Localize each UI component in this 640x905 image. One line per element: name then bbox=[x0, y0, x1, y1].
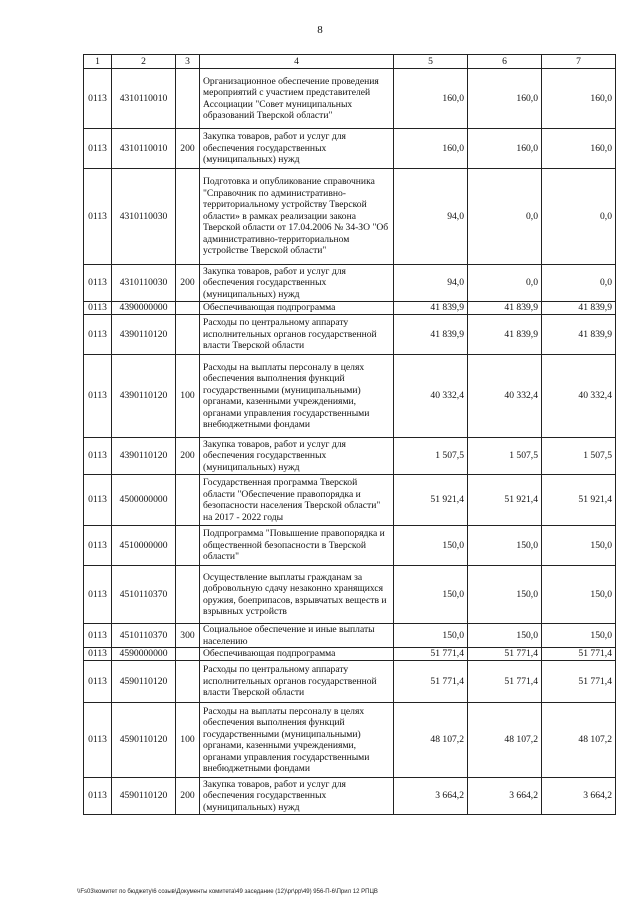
expense-type-cell bbox=[176, 302, 200, 315]
section-code-cell: 0113 bbox=[84, 648, 112, 661]
expense-type-cell bbox=[176, 566, 200, 624]
expense-type-cell bbox=[176, 315, 200, 355]
section-code-cell: 0113 bbox=[84, 355, 112, 438]
table-row bbox=[84, 778, 616, 815]
section-code-cell: 0113 bbox=[84, 475, 112, 526]
amount-col-6-cell: 48 107,2 bbox=[468, 703, 542, 778]
section-code-cell: 0113 bbox=[84, 526, 112, 566]
item-name-cell: Расходы на выплаты персоналу в целях обеспечения выполнения функций государственными (муниципальными) органами, казенными учреждениями, органами управления государственными внебюджетными фондами bbox=[200, 355, 394, 438]
expense-type-cell bbox=[176, 169, 200, 265]
amount-col-5-cell: 160,0 bbox=[394, 129, 468, 169]
target-code-cell: 4590110120 bbox=[112, 703, 176, 778]
table-row bbox=[84, 526, 616, 566]
expense-type-cell: 200 bbox=[176, 265, 200, 302]
amount-col-7-cell: 41 839,9 bbox=[542, 302, 616, 315]
amount-col-5-cell: 48 107,2 bbox=[394, 703, 468, 778]
section-code-cell: 0113 bbox=[84, 265, 112, 302]
amount-col-7-cell: 40 332,4 bbox=[542, 355, 616, 438]
budget-table bbox=[83, 54, 616, 815]
amount-col-5-cell: 150,0 bbox=[394, 624, 468, 648]
section-code-cell: 0113 bbox=[84, 778, 112, 815]
item-name-cell: Социальное обеспечение и иные выплаты населению bbox=[200, 624, 394, 648]
table-row bbox=[84, 355, 616, 438]
expense-type-cell: 200 bbox=[176, 438, 200, 475]
amount-col-7-cell: 48 107,2 bbox=[542, 703, 616, 778]
target-code-cell: 4590110120 bbox=[112, 778, 176, 815]
expense-type-cell: 100 bbox=[176, 355, 200, 438]
table-row bbox=[84, 648, 616, 661]
amount-col-6-cell: 41 839,9 bbox=[468, 302, 542, 315]
amount-col-6-cell: 51 921,4 bbox=[468, 475, 542, 526]
page-number: 8 bbox=[317, 24, 323, 36]
amount-col-7-cell: 3 664,2 bbox=[542, 778, 616, 815]
header-col-1: 1 bbox=[84, 55, 112, 69]
item-name-cell: Закупка товаров, работ и услуг для обеспечения государственных (муниципальных) нужд bbox=[200, 438, 394, 475]
table-row bbox=[84, 624, 616, 648]
header-row bbox=[84, 55, 616, 69]
header-col-6: 6 bbox=[468, 55, 542, 69]
section-code-cell: 0113 bbox=[84, 438, 112, 475]
target-code-cell: 4390000000 bbox=[112, 302, 176, 315]
target-code-cell: 4590000000 bbox=[112, 648, 176, 661]
table-row bbox=[84, 438, 616, 475]
expense-type-cell bbox=[176, 69, 200, 129]
item-name-cell: Расходы на выплаты персоналу в целях обеспечения выполнения функций государственными (муниципальными) органами, казенными учреждениями, органами управления государственными внебюджетными фондами bbox=[200, 703, 394, 778]
item-name-cell: Закупка товаров, работ и услуг для обеспечения государственных (муниципальных) нужд bbox=[200, 778, 394, 815]
amount-col-7-cell: 150,0 bbox=[542, 566, 616, 624]
section-code-cell: 0113 bbox=[84, 703, 112, 778]
target-code-cell: 4310110030 bbox=[112, 265, 176, 302]
target-code-cell: 4390110120 bbox=[112, 438, 176, 475]
section-code-cell: 0113 bbox=[84, 302, 112, 315]
target-code-cell: 4510110370 bbox=[112, 566, 176, 624]
expense-type-cell: 200 bbox=[176, 129, 200, 169]
expense-type-cell: 300 bbox=[176, 624, 200, 648]
item-name-cell: Организационное обеспечение проведения мероприятий с участием представителей Ассоциации "Совет муниципальных образований Тверской области" bbox=[200, 69, 394, 129]
target-code-cell: 4310110030 bbox=[112, 169, 176, 265]
header-col-5: 5 bbox=[394, 55, 468, 69]
target-code-cell: 4590110120 bbox=[112, 661, 176, 703]
amount-col-7-cell: 51 921,4 bbox=[542, 475, 616, 526]
amount-col-5-cell: 150,0 bbox=[394, 526, 468, 566]
table-row bbox=[84, 302, 616, 315]
item-name-cell: Государственная программа Тверской области "Обеспечение правопорядка и безопасности населения Тверской области" на 2017 - 2022 годы bbox=[200, 475, 394, 526]
amount-col-7-cell: 160,0 bbox=[542, 129, 616, 169]
expense-type-cell bbox=[176, 475, 200, 526]
section-code-cell: 0113 bbox=[84, 129, 112, 169]
item-name-cell: Обеспечивающая подпрограмма bbox=[200, 648, 394, 661]
section-code-cell: 0113 bbox=[84, 69, 112, 129]
target-code-cell: 4500000000 bbox=[112, 475, 176, 526]
item-name-cell: Закупка товаров, работ и услуг для обеспечения государственных (муниципальных) нужд bbox=[200, 265, 394, 302]
table-row bbox=[84, 265, 616, 302]
amount-col-7-cell: 160,0 bbox=[542, 69, 616, 129]
amount-col-5-cell: 51 921,4 bbox=[394, 475, 468, 526]
table-row bbox=[84, 315, 616, 355]
amount-col-5-cell: 41 839,9 bbox=[394, 302, 468, 315]
item-name-cell: Закупка товаров, работ и услуг для обеспечения государственных (муниципальных) нужд bbox=[200, 129, 394, 169]
table-row bbox=[84, 129, 616, 169]
amount-col-5-cell: 94,0 bbox=[394, 169, 468, 265]
amount-col-6-cell: 3 664,2 bbox=[468, 778, 542, 815]
header-col-4: 4 bbox=[200, 55, 394, 69]
amount-col-6-cell: 51 771,4 bbox=[468, 661, 542, 703]
expense-type-cell: 200 bbox=[176, 778, 200, 815]
expense-type-cell bbox=[176, 648, 200, 661]
amount-col-7-cell: 41 839,9 bbox=[542, 315, 616, 355]
section-code-cell: 0113 bbox=[84, 315, 112, 355]
amount-col-7-cell: 150,0 bbox=[542, 526, 616, 566]
amount-col-6-cell: 160,0 bbox=[468, 69, 542, 129]
target-code-cell: 4310110010 bbox=[112, 129, 176, 169]
target-code-cell: 4390110120 bbox=[112, 315, 176, 355]
header-col-2: 2 bbox=[112, 55, 176, 69]
amount-col-7-cell: 150,0 bbox=[542, 624, 616, 648]
amount-col-6-cell: 150,0 bbox=[468, 566, 542, 624]
amount-col-5-cell: 150,0 bbox=[394, 566, 468, 624]
amount-col-5-cell: 41 839,9 bbox=[394, 315, 468, 355]
expense-type-cell bbox=[176, 661, 200, 703]
item-name-cell: Расходы по центральному аппарату исполнительных органов государственной власти Тверской области bbox=[200, 661, 394, 703]
section-code-cell: 0113 bbox=[84, 624, 112, 648]
item-name-cell: Расходы по центральному аппарату исполнительных органов государственной власти Тверской области bbox=[200, 315, 394, 355]
item-name-cell: Обеспечивающая подпрограмма bbox=[200, 302, 394, 315]
expense-type-cell: 100 bbox=[176, 703, 200, 778]
item-name-cell: Подпрограмма "Повышение правопорядка и общественной безопасности в Тверской области" bbox=[200, 526, 394, 566]
header-col-7: 7 bbox=[542, 55, 616, 69]
table-row bbox=[84, 566, 616, 624]
amount-col-7-cell: 0,0 bbox=[542, 169, 616, 265]
amount-col-6-cell: 40 332,4 bbox=[468, 355, 542, 438]
amount-col-5-cell: 51 771,4 bbox=[394, 661, 468, 703]
amount-col-5-cell: 1 507,5 bbox=[394, 438, 468, 475]
section-code-cell: 0113 bbox=[84, 661, 112, 703]
section-code-cell: 0113 bbox=[84, 566, 112, 624]
amount-col-7-cell: 0,0 bbox=[542, 265, 616, 302]
amount-col-6-cell: 0,0 bbox=[468, 169, 542, 265]
amount-col-6-cell: 51 771,4 bbox=[468, 648, 542, 661]
amount-col-5-cell: 160,0 bbox=[394, 69, 468, 129]
item-name-cell: Подготовка и опубликование справочника "Справочник по административно-территориальному устройству Тверской области» в рамках реализации закона Тверской области от 17.04.2006 № 34-ЗО "Об административно-территориальном устройстве Тверской области" bbox=[200, 169, 394, 265]
header-col-3: 3 bbox=[176, 55, 200, 69]
table-row bbox=[84, 69, 616, 129]
amount-col-7-cell: 51 771,4 bbox=[542, 648, 616, 661]
amount-col-6-cell: 0,0 bbox=[468, 265, 542, 302]
expense-type-cell bbox=[176, 526, 200, 566]
table-row bbox=[84, 475, 616, 526]
amount-col-5-cell: 3 664,2 bbox=[394, 778, 468, 815]
table-row bbox=[84, 661, 616, 703]
amount-col-6-cell: 150,0 bbox=[468, 624, 542, 648]
amount-col-5-cell: 51 771,4 bbox=[394, 648, 468, 661]
amount-col-6-cell: 160,0 bbox=[468, 129, 542, 169]
amount-col-5-cell: 40 332,4 bbox=[394, 355, 468, 438]
amount-col-7-cell: 51 771,4 bbox=[542, 661, 616, 703]
target-code-cell: 4390110120 bbox=[112, 355, 176, 438]
table-row bbox=[84, 703, 616, 778]
target-code-cell: 4310110010 bbox=[112, 69, 176, 129]
section-code-cell: 0113 bbox=[84, 169, 112, 265]
file-path-footer: \\Fs03\комитет по бюджету\6 созыв\Документы комитета\49 заседание (12)\pr\рр\49) 956-П-6\Прил 12 РПЦВ bbox=[77, 889, 378, 895]
amount-col-6-cell: 41 839,9 bbox=[468, 315, 542, 355]
target-code-cell: 4510000000 bbox=[112, 526, 176, 566]
item-name-cell: Осуществление выплаты гражданам за добровольную сдачу незаконно хранящихся оружия, боеприпасов, взрывчатых веществ и взрывных устройств bbox=[200, 566, 394, 624]
table-row bbox=[84, 169, 616, 265]
amount-col-6-cell: 1 507,5 bbox=[468, 438, 542, 475]
amount-col-6-cell: 150,0 bbox=[468, 526, 542, 566]
amount-col-5-cell: 94,0 bbox=[394, 265, 468, 302]
target-code-cell: 4510110370 bbox=[112, 624, 176, 648]
amount-col-7-cell: 1 507,5 bbox=[542, 438, 616, 475]
